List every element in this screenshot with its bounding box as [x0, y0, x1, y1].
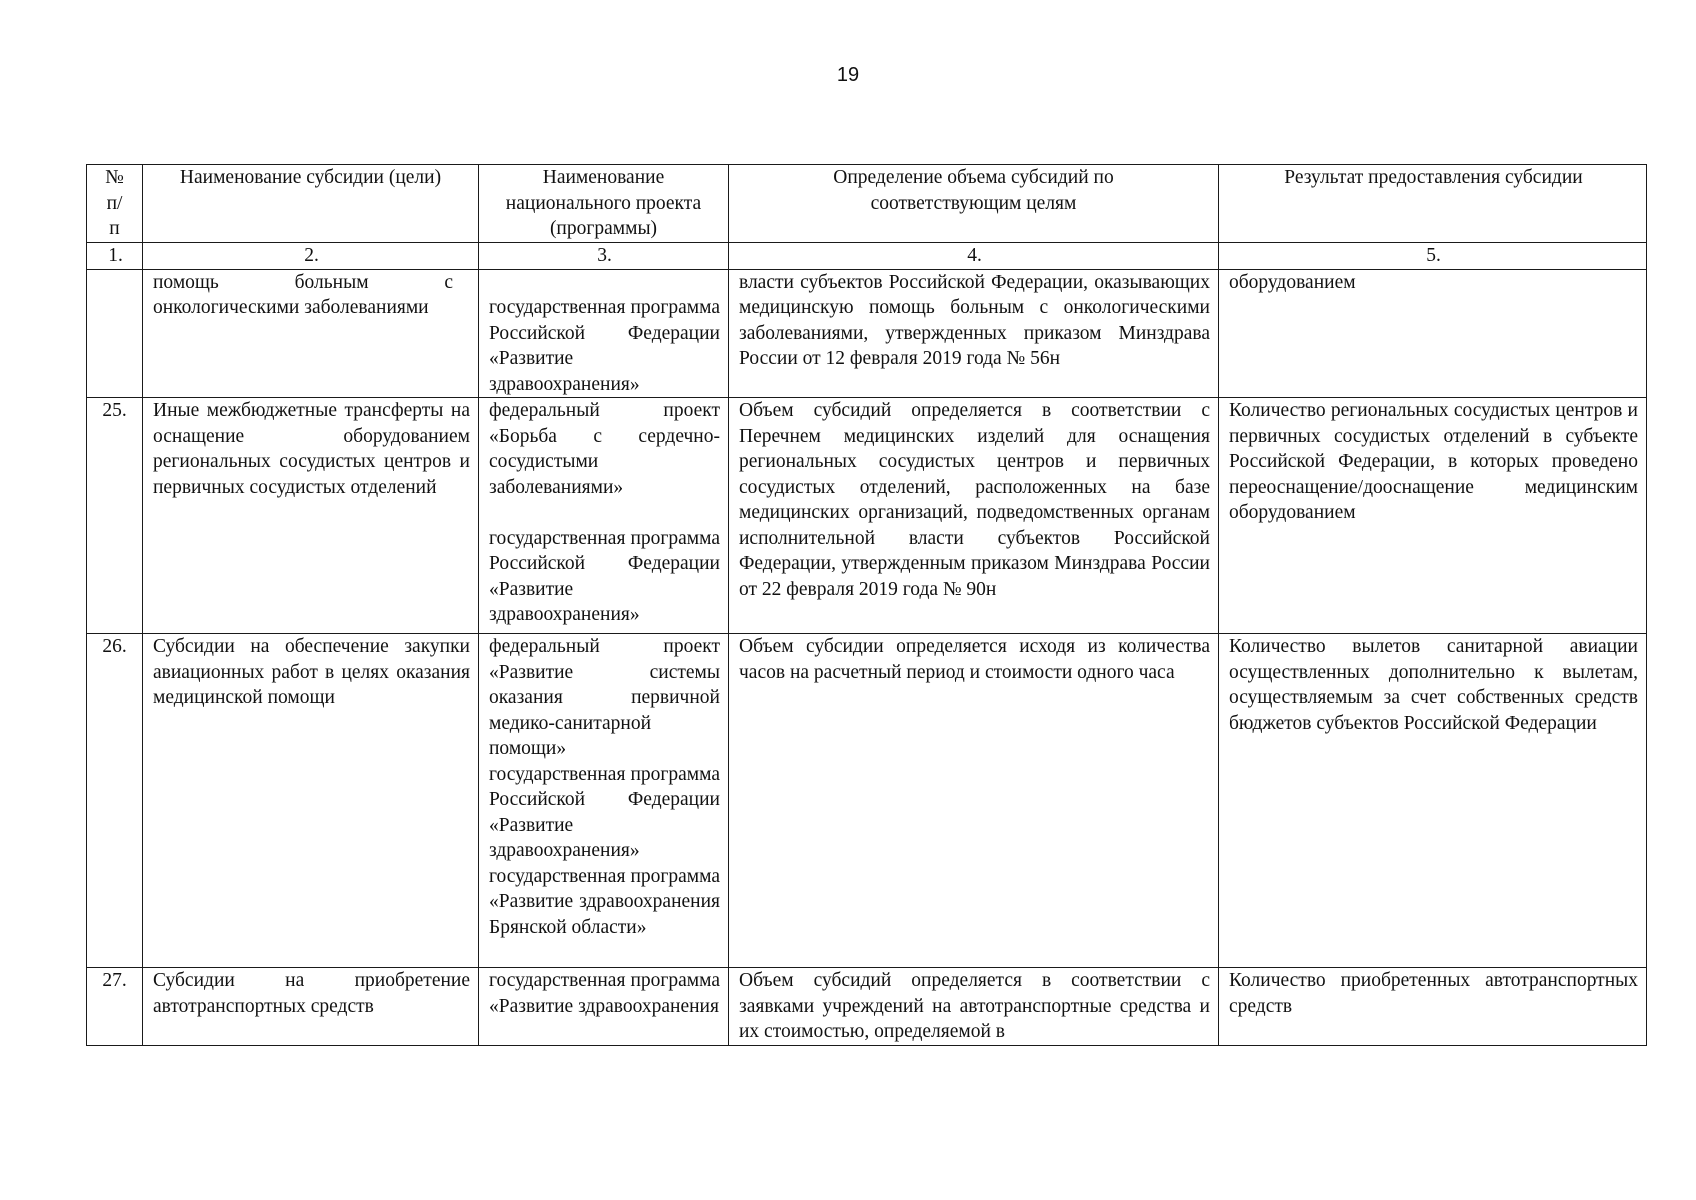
subsidy-result: Количество приобретенных автотранспортных средств	[1229, 970, 1638, 1017]
column-number: 3.	[479, 242, 729, 269]
table-row	[87, 398, 1647, 634]
column-number: 5.	[1219, 242, 1647, 269]
national-project-federal: федеральный проект «Развитие системы оказания первичной медико-санитарной помощи»	[489, 636, 720, 759]
subsidy-name-cell	[143, 634, 479, 968]
national-project-federal: федеральный проект «Борьба с сердечно-сосудистыми заболеваниями»	[489, 400, 720, 498]
result-cell	[1219, 269, 1647, 398]
national-project-cell	[479, 968, 729, 1046]
national-project-program: государственная программа «Развитие здравоохранения	[489, 970, 720, 1017]
subsidy-result: оборудованием	[1229, 271, 1356, 293]
national-project-cell	[479, 634, 729, 968]
row-number: 25.	[87, 398, 143, 634]
header-national-project: Наименование национального проекта (программы)	[479, 165, 729, 243]
result-cell	[1219, 634, 1647, 968]
volume-determination: Объем субсидий определяется в соответствии с заявками учреждений на автотранспортные средства и их стоимостью, определяемой в	[739, 970, 1210, 1042]
result-cell	[1219, 968, 1647, 1046]
page-number: 19	[836, 64, 860, 86]
table-header-row	[87, 165, 1647, 243]
subsidy-name-cell	[143, 398, 479, 634]
subsidy-name-cell	[143, 968, 479, 1046]
row-number	[87, 269, 143, 398]
header-volume-determination: Определение объема субсидий по соответствующим целям	[729, 165, 1219, 243]
subsidy-result: Количество региональных сосудистых центров и первичных сосудистых отделений в субъекте Российской Федерации, в которых проведено переоснащение/дооснащение медицинским оборудованием	[1229, 400, 1638, 523]
volume-determination: Объем субсидии определяется исходя из количества часов на расчетный период и стоимости одного часа	[739, 636, 1210, 683]
national-project-cell	[479, 269, 729, 398]
row-number: 26.	[87, 634, 143, 968]
volume-determination-cell	[729, 269, 1219, 398]
subsidy-name-cell	[143, 269, 479, 398]
header-subsidy-name: Наименование субсидии (цели)	[143, 165, 479, 243]
table-row	[87, 269, 1647, 398]
national-project-program: государственная программа Российской Федерации «Развитие здравоохранения»	[489, 297, 720, 395]
national-project-cell	[479, 398, 729, 634]
subsidy-name: Субсидии на приобретение автотранспортных средств	[153, 970, 470, 1017]
volume-determination-cell	[729, 968, 1219, 1046]
national-project-program: государственная программа Российской Федерации «Развитие здравоохранения»	[489, 527, 720, 625]
subsidy-name: помощь больным с онкологическими заболеваниями	[153, 271, 453, 318]
spacer	[489, 500, 720, 526]
subsidy-result: Количество вылетов санитарной авиации осуществленных дополнительно к вылетам, осуществляемым за счет собственных средств бюджетов субъектов Российской Федерации	[1229, 636, 1638, 734]
result-cell	[1219, 398, 1647, 634]
volume-determination: Объем субсидий определяется в соответствии с Перечнем медицинских изделий для оснащения региональных сосудистых центров и первичных сосудистых отделений, расположенных на базе медицинских организаций, подведомственных органам исполнительной власти субъектов Российской Федерации, утвержденным приказом Минздрава России от 22 февраля 2019 года № 90н	[739, 400, 1210, 600]
volume-determination-cell	[729, 634, 1219, 968]
subsidy-name: Субсидии на обеспечение закупки авиационных работ в целях оказания медицинской помощи	[153, 636, 470, 708]
national-project-program: государственная программа Российской Федерации «Развитие здравоохранения»	[489, 763, 720, 861]
subsidy-name: Иные межбюджетные трансферты на оснащение оборудованием региональных сосудистых центров и первичных сосудистых отделений	[153, 400, 470, 498]
column-number: 2.	[143, 242, 479, 269]
table-row	[87, 634, 1647, 968]
column-number: 4.	[729, 242, 1219, 269]
header-number: № п/п	[87, 165, 143, 243]
header-result: Результат предоставления субсидии	[1219, 165, 1647, 243]
table-row	[87, 968, 1647, 1046]
spacer	[489, 270, 720, 296]
column-number: 1.	[87, 242, 143, 269]
subsidy-table	[86, 164, 1647, 1046]
volume-determination-cell	[729, 398, 1219, 634]
national-project-regional: государственная программа «Развитие здравоохранения Брянской области»	[489, 865, 720, 938]
column-number-row	[87, 242, 1647, 269]
row-number: 27.	[87, 968, 143, 1046]
volume-determination: власти субъектов Российской Федерации, оказывающих медицинскую помощь больным с онкологическими заболеваниями, утвержденных приказом Минздрава России от 12 февраля 2019 года № 56н	[739, 271, 1210, 369]
